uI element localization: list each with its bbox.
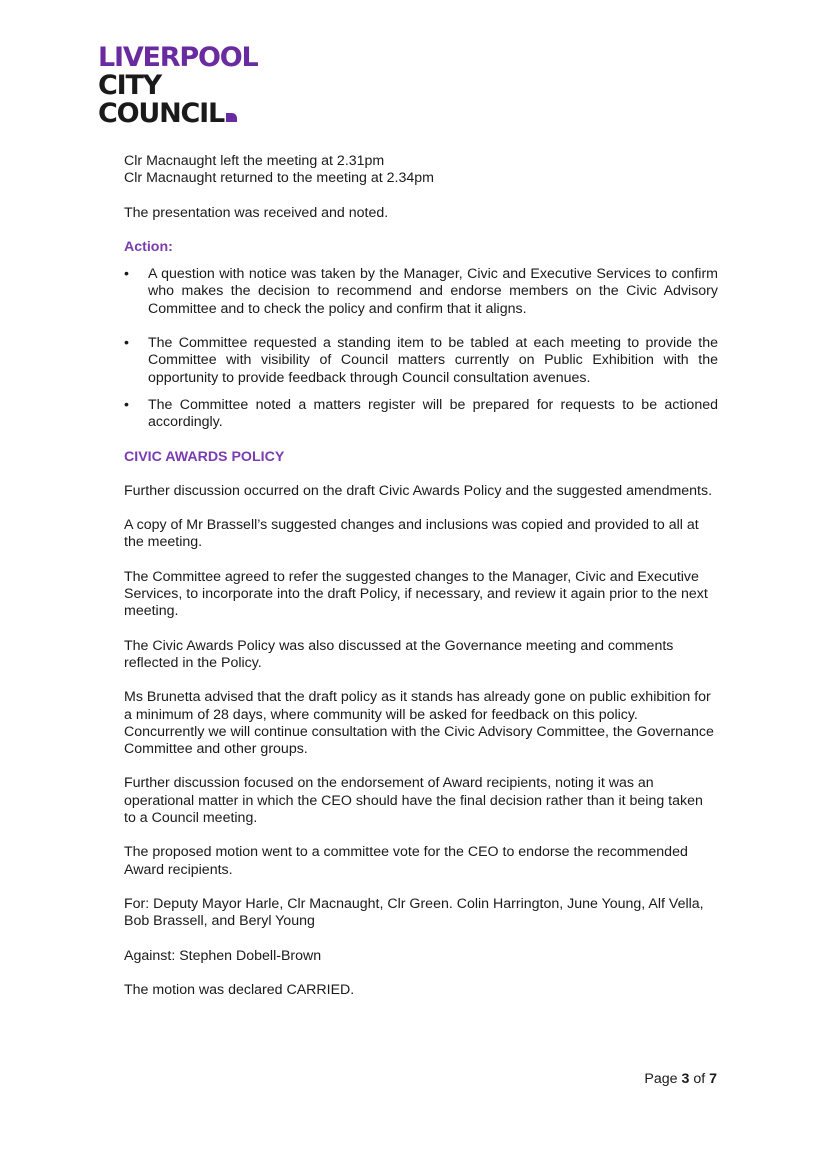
- list-item: • The Committee requested a standing item to be tabled at each meeting to provide the Committee with visibility of Council matters currently on Public Exhibition with the opportunity to provide feedback through Council consultation avenues.: [124, 335, 718, 387]
- paragraph: Clr Macnaught left the meeting at 2.31pm: [124, 153, 385, 169]
- list-item: • The Committee noted a matters register will be prepared for requests to be actioned accordingly.: [124, 397, 718, 432]
- logo-line-city: CITY: [98, 70, 162, 101]
- action-heading: Action:: [124, 238, 173, 255]
- paragraph: Further discussion focused on the endorsement of Award recipients, noting it was an operational matter in which the CEO should have the final decision rather than it being taken to a Council meeting.: [124, 775, 703, 827]
- logo-council-text: COUNCIL: [98, 98, 224, 129]
- paragraph: For: Deputy Mayor Harle, Clr Macnaught, Clr Green. Colin Harrington, June Young, Alf Vella, Bob Brassell, and Beryl Young: [124, 895, 704, 930]
- paragraph: The Committee agreed to refer the suggested changes to the Manager, Civic and Executive Services, to incorporate into the draft Policy, if necessary, and review it again prior to the next meeting.: [124, 568, 708, 620]
- action-list: [124, 266, 718, 431]
- page-of: of: [693, 1071, 706, 1087]
- paragraph: Against: Stephen Dobell-Brown: [124, 947, 322, 964]
- paragraph: The motion was declared CARRIED.: [124, 981, 355, 998]
- logo-line-council: [98, 100, 257, 128]
- paragraph: The presentation was received and noted.: [124, 204, 389, 221]
- page-current: 3: [681, 1071, 690, 1087]
- page-number: [644, 1071, 717, 1087]
- paragraph: A copy of Mr Brassell’s suggested changes and inclusions was copied and provided to all at the meeting.: [124, 517, 699, 551]
- paragraph: The proposed motion went to a committee vote for the CEO to endorse the recommended Award recipients.: [124, 844, 688, 878]
- section-heading: CIVIC AWARDS POLICY: [124, 448, 285, 465]
- list-item: • A question with notice was taken by the Manager, Civic and Executive Services to confirm who makes the decision to recommend and endorse members on the Civic Advisory Committee and to check the policy and confirm that it aligns.: [124, 266, 718, 318]
- council-logo: [98, 44, 257, 128]
- page-total: 7: [709, 1071, 717, 1087]
- paragraph: Ms Brunetta advised that the draft policy as it stands has already gone on public exhibition for a minimum of 28 days, where community will be asked for feedback on this policy. Concurrently we will continue consultation with the Civic Advisory Committee, the Governance Committee and other groups.: [124, 689, 714, 758]
- paragraph: Clr Macnaught returned to the meeting at 2.34pm: [124, 170, 434, 187]
- paragraph: Further discussion occurred on the draft Civic Awards Policy and the suggested amendments.: [124, 482, 713, 499]
- paragraph: The Civic Awards Policy was also discussed at the Governance meeting and comments reflected in the Policy.: [124, 637, 674, 671]
- page-label: Page: [644, 1071, 678, 1087]
- logo-mark-icon: [226, 113, 237, 122]
- logo-line-liverpool: LIVERPOOL: [98, 42, 258, 73]
- document-body: [124, 153, 718, 999]
